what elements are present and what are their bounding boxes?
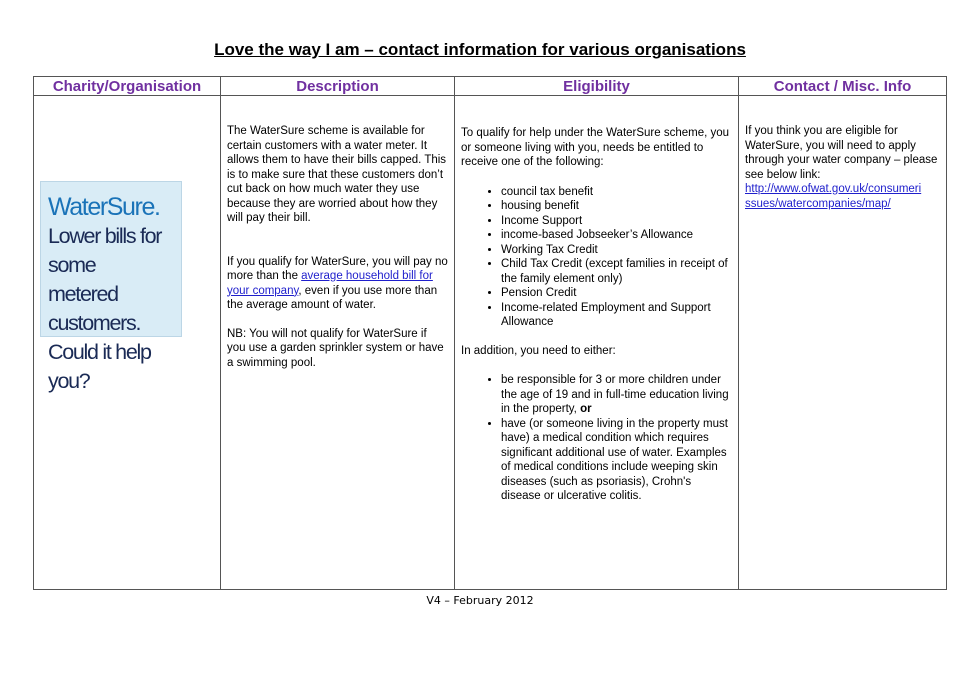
version-footer: V4 – February 2012 — [426, 594, 534, 607]
list-item: • have (or someone living in the property must have) a medical condition which requires significant additional use of water. Examples of medical conditions include weeping skin diseases (such as psoriasis), Crohn's disease or ulcerative colitis. — [501, 417, 732, 504]
header-contact: Contact / Misc. Info — [739, 77, 947, 96]
logo-brand: WaterSure. — [48, 193, 160, 221]
logo-line-3: Could it help you? — [48, 340, 151, 393]
list-item: • Child Tax Credit (except families in receipt of the family element only) — [501, 257, 732, 286]
contact-text: If you think you are eligible for WaterSure, you will need to apply through your water company – please see below link: — [745, 125, 938, 181]
charity-cell — [34, 96, 221, 590]
header-charity: Charity/Organisation — [34, 77, 221, 96]
description-paragraph-3: NB: You will not qualify for WaterSure if you use a garden sprinkler system or have a swimming pool. — [227, 327, 444, 369]
list-item: • council tax benefit — [501, 185, 732, 200]
watersure-logo — [40, 181, 182, 393]
description-paragraph-2: If you qualify for WaterSure, you will pay no more than the average household bill for your company, even if you use more than the average amount of water. — [227, 255, 448, 311]
logo-line-2: metered customers. — [48, 282, 141, 335]
eligibility-intro: To qualify for help under the WaterSure scheme, you or someone living with you, needs be entitled to receive one of the following: — [461, 127, 730, 168]
description-cell — [221, 96, 455, 590]
requirements-list — [461, 373, 732, 504]
benefits-list — [461, 185, 732, 330]
ofwat-link[interactable]: http://www.ofwat.gov.uk/consumeri ssues/watercompanies/map/ — [745, 183, 922, 210]
eligibility-addition: In addition, you need to either: — [461, 344, 616, 357]
header-description: Description — [221, 77, 455, 96]
eligibility-cell — [455, 96, 739, 590]
list-item: • Income-related Employment and Support Allowance — [501, 301, 732, 330]
list-item: • Pension Credit — [501, 286, 732, 301]
contact-cell — [739, 96, 947, 590]
average-bill-link[interactable]: average household bill for your company — [227, 270, 433, 297]
list-item: • Working Tax Credit — [501, 243, 732, 258]
info-table — [33, 76, 947, 590]
contact-link-block — [745, 182, 940, 211]
list-item: • housing benefit — [501, 199, 732, 214]
list-item: • Income Support — [501, 214, 732, 229]
table-row — [34, 96, 947, 590]
list-item: • be responsible for 3 or more children under the age of 19 and in full-time education living in the property, or — [501, 373, 732, 417]
header-eligibility: Eligibility — [455, 77, 739, 96]
description-paragraph-1: The WaterSure scheme is available for certain customers with a water meter. It allows them to have their bills capped. This is to make sure that these customers don’t cut back on how much water they use because they are worried about how they will pay their bill. — [227, 125, 447, 224]
header-row — [34, 77, 947, 96]
list-item: • income-based Jobseeker’s Allowance — [501, 228, 732, 243]
page-title: Love the way I am – contact information for various organisations — [214, 40, 746, 59]
logo-line-1: Lower bills for some — [48, 224, 162, 277]
